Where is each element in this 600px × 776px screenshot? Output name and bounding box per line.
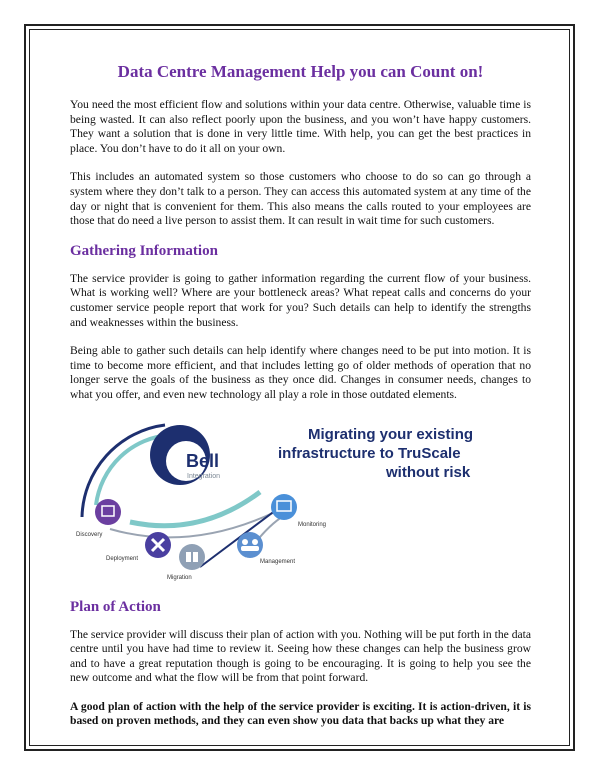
migration-db-icon-2 <box>193 552 198 562</box>
document-title: Data Centre Management Help you can Count on! <box>117 62 484 81</box>
management-node-icon <box>237 532 263 558</box>
node-label-management: Management <box>260 558 296 565</box>
gathering-paragraph-2: Being able to gather such details can help identify where changes need to be put into motion. It is time to become more efficient, and that includes letting go of older methods of operation that no longer serve the goals of the business as they once did. Changes in consumer needs, changes to what you offer, and even new technology all play a role in those outdated elements. <box>70 344 531 401</box>
gathering-paragraph-1: The service provider is going to gather information regarding the current flow of your business. What is working well? Where are your bottleneck areas? What repeat calls and concerns do your customer service people report that work for you? Such details can help to identify the strengths and weaknesses within the business. <box>70 271 531 329</box>
node-label-discovery: Discovery <box>76 531 103 538</box>
headline-line-1: Migrating your existing <box>308 425 474 443</box>
migration-db-icon <box>186 552 191 562</box>
section-heading-plan: Plan of Action <box>70 598 161 615</box>
intro-paragraph-1: You need the most efficient flow and solutions within your data centre. Otherwise, valuable time is being wasted. It can also reflect poorly upon the business, and you won’t have happy customers. They want a solution that is done in very little time. With help, you can get the best practices in place. You don’t have to do it all on your own. <box>70 98 531 155</box>
section-heading-gathering: Gathering Information <box>70 242 218 259</box>
logo-subtext: Integration <box>187 472 221 480</box>
document-body <box>70 62 531 729</box>
management-people-icon-2 <box>252 539 258 545</box>
discovery-node-icon <box>95 499 121 525</box>
node-label-migration: Migration <box>167 574 192 581</box>
headline-line-3: without risk <box>386 463 471 481</box>
migration-infographic <box>70 417 531 587</box>
headline-line-2: infrastructure to TruScale <box>278 444 461 462</box>
migration-node-icon <box>179 544 205 570</box>
management-people-icon-3 <box>241 546 259 551</box>
management-people-icon <box>242 539 248 545</box>
node-label-deployment: Deployment <box>106 555 139 562</box>
logo-text: Bell <box>186 450 220 471</box>
arc-teal-lower <box>130 492 260 526</box>
node-label-monitoring: Monitoring <box>298 521 327 528</box>
monitoring-node-icon <box>271 494 297 520</box>
infographic-svg <box>70 417 531 587</box>
intro-paragraph-2: This includes an automated system so those customers who choose to do so can go through a system where they don’t talk to a person. They can access this automated system at any time of the day or night that is convenient for them. This also means the calls routed to your employees are those that do need a live person to assist them. It can result in wait time for such customers. <box>70 170 531 228</box>
plan-bold-paragraph: A good plan of action with the help of the service provider is exciting. It is action-driven, it is based on proven methods, and they can even show you data that backs up what they are <box>70 699 531 728</box>
plan-paragraph-1: The service provider will discuss their plan of action with you. Nothing will be put forth in the data centre until you have had time to review it. Seeing how these changes can help the business grow and to have a great reputation though is going to be encouraging. It is going to help you see the new outcome and what the flow will be from that point forward. <box>70 627 531 685</box>
